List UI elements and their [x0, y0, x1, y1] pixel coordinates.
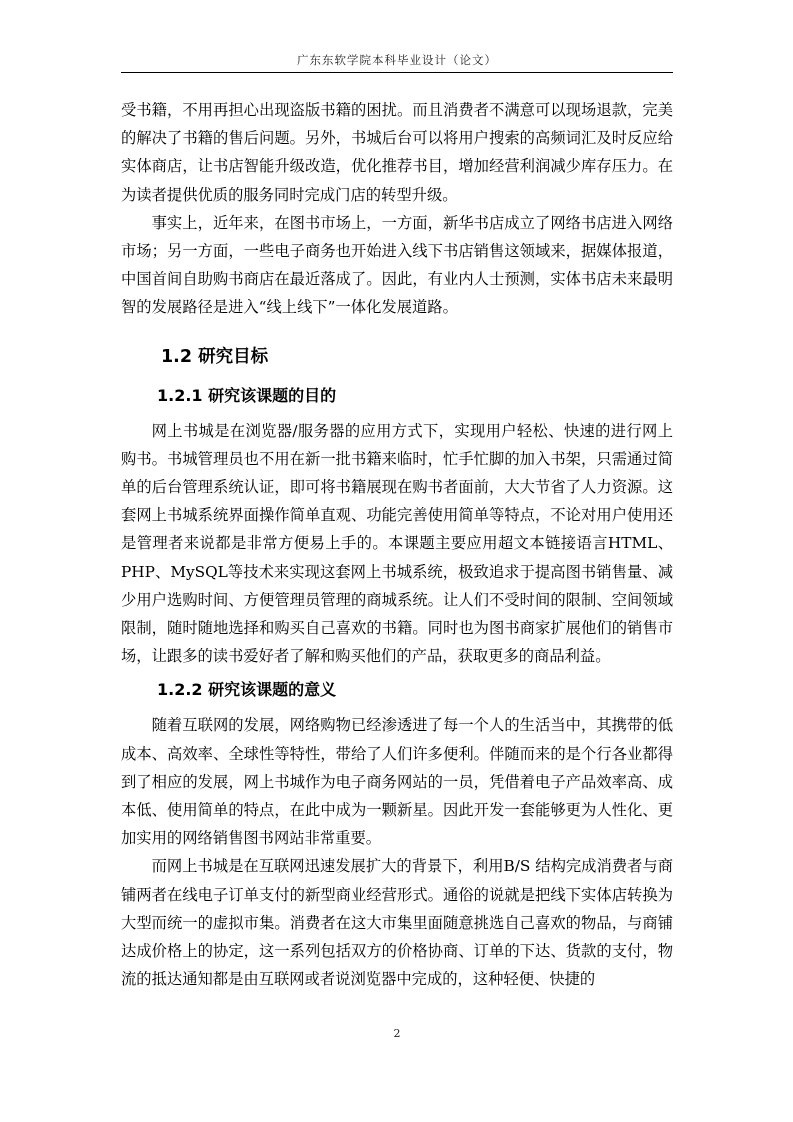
paragraph-4: 随着互联网的发展，网络购物已经渗透进了每一个人的生活当中，其携带的低成本、高效率、全球性等特性，带给了人们许多便利。伴随而来的是个行各业都得到了相应的发展，网上书城作为电子商务网站的一员，凭借着电子产品效率高、成本低、使用简单的特点，在此中成为一颗新星。因此开发一套能够更为人性化、更加实用的网络销售图书网站非常重要。: [121, 716, 673, 848]
page-header: 广东东软学院本科毕业设计（论文）: [297, 53, 497, 67]
document-body: [121, 96, 673, 993]
subsection-heading-1-2-2: 1.2.2 研究该课题的意义: [157, 680, 337, 700]
paragraph-5: 而网上书城是在互联网迅速发展扩大的背景下，利用B/S 结构完成消费者与商铺两者在线电子订单支付的新型商业经营形式。通俗的说就是把线下实体店转换为大型而统一的虚拟市集。消费者在这大市集里面随意挑选自己喜欢的物品，与商铺达成价格上的协定，这一系列包括双方的价格协商、订单的下达、货款的支付，物流的抵达通知都是由互联网或者说浏览器中完成的，这种轻便、快捷的: [121, 857, 673, 989]
page-number: 2: [393, 1027, 401, 1040]
paragraph-2: 事实上，近年来，在图书市场上，一方面，新华书店成立了网络书店进入网络市场；另一方面，一些电子商务也开始进入线下书店销售这领域来，据媒体报道，中国首间自助购书商店在最近落成了。因此，有业内人士预测，实体书店未来最明智的发展路径是进入“线上线下”一体化发展道路。: [121, 213, 673, 317]
subsection-heading-1-2-1: 1.2.1 研究该课题的目的: [157, 385, 337, 405]
section-heading-1-2: 1.2 研究目标: [161, 346, 269, 367]
header-rule: [121, 72, 673, 73]
paragraph-3: 网上书城是在浏览器/服务器的应用方式下，实现用户轻松、快速的进行网上购书。书城管理员也不用在新一批书籍来临时，忙手忙脚的加入书架，只需通过简单的后台管理系统认证，即可将书籍展现在购书者面前，大大节省了人力资源。这套网上书城系统界面操作简单直观、功能完善使用简单等特点，不论对用户使用还是管理者来说都是非常方便易上手的。本课题主要应用超文本链接语言HTML、PHP、MySQL等技术来实现这套网上书城系统，极致追求于提高图书销售量、减少用户选购时间、方便管理员管理的商城系统。让人们不受时间的限制、空间领域限制，随时随地选择和购买自己喜欢的书籍。同时也为图书商家扩展他们的销售市场，让跟多的读书爱好者了解和购买他们的产品，获取更多的商品利益。: [121, 421, 673, 666]
paragraph-1: 受书籍，不用再担心出现盗版书籍的困扰。而且消费者不满意可以现场退款，完美的解决了书籍的售后问题。另外，书城后台可以将用户搜索的高频词汇及时反应给实体商店，让书店智能升级改造，优化推荐书目，增加经营利润减少库存压力。在为读者提供优质的服务同时完成门店的转型升级。: [121, 101, 673, 204]
